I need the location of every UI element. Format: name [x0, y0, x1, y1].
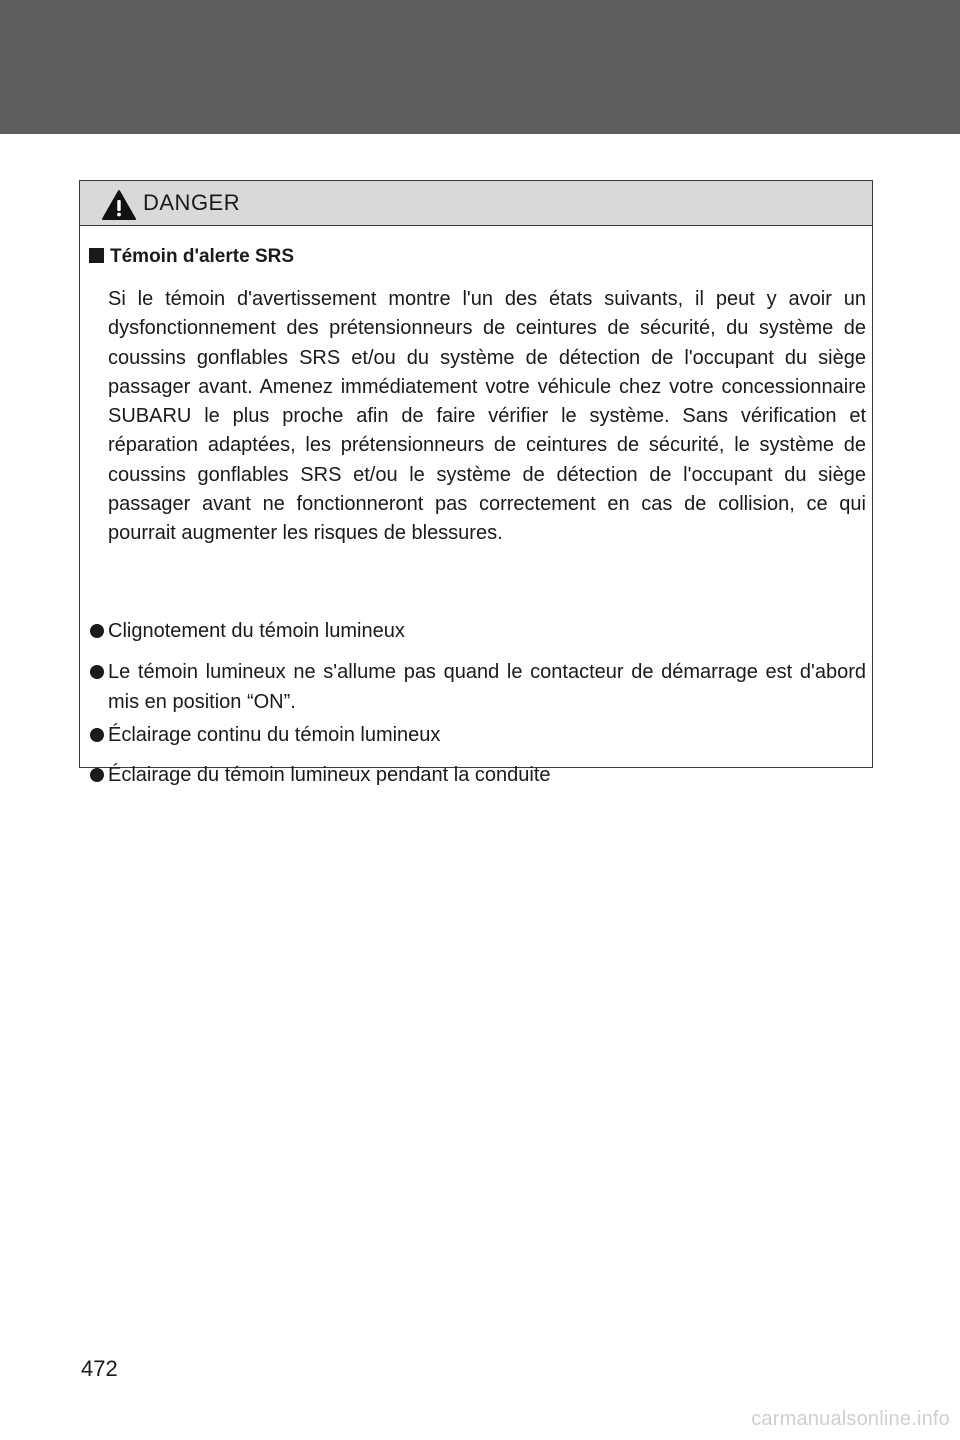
list-item-text: Éclairage continu du témoin lumineux: [108, 724, 441, 746]
page-number: 472: [81, 1356, 118, 1381]
bullet-dot-icon: [90, 768, 104, 782]
section-heading-text: Témoin d'alerte SRS: [110, 246, 295, 267]
bullet-dot-icon: [90, 665, 104, 679]
warning-triangle-icon: [101, 189, 137, 221]
list-item: [90, 720, 866, 750]
list-item: [90, 760, 866, 790]
warning-paragraph: Si le témoin d'avertissement montre l'un des états suivants, il peut y avoir un dysfonctionnement des prétensionneurs de ceintures de sécurité, du système de coussins gonflables SRS et/ou du système de détection de l'occupant du siège passager avant. Amenez immédiatement votre véhicule chez votre concessionnaire SUBARU le plus proche afin de faire vérifier le système. Sans vérification et réparation adaptées, les prétensionneurs de ceintures de sécurité, le système de coussins gonflables SRS et/ou le système de détection de l'occupant du siège passager avant ne fonctionneront pas correctement en cas de collision, ce qui pourrait augmenter les risques de blessures.: [108, 288, 866, 545]
bullet-dot-icon: [90, 624, 104, 638]
header-band: [0, 0, 960, 134]
danger-box: [79, 180, 873, 786]
list-item: [90, 657, 866, 717]
list-item-text: Éclairage du témoin lumineux pendant la conduite: [108, 764, 551, 786]
bullet-dot-icon: [90, 728, 104, 742]
section-heading: [89, 246, 294, 268]
danger-header: [80, 181, 872, 226]
list-item-text: Le témoin lumineux ne s'allume pas quand le contacteur de démarrage est d'abord mis en position “ON”.: [108, 661, 866, 713]
danger-title: DANGER: [143, 190, 241, 215]
list-item: [90, 616, 866, 646]
watermark: carmanualsonline.info: [751, 1408, 950, 1430]
square-bullet-icon: [89, 248, 104, 263]
list-item-text: Clignotement du témoin lumineux: [108, 620, 405, 642]
